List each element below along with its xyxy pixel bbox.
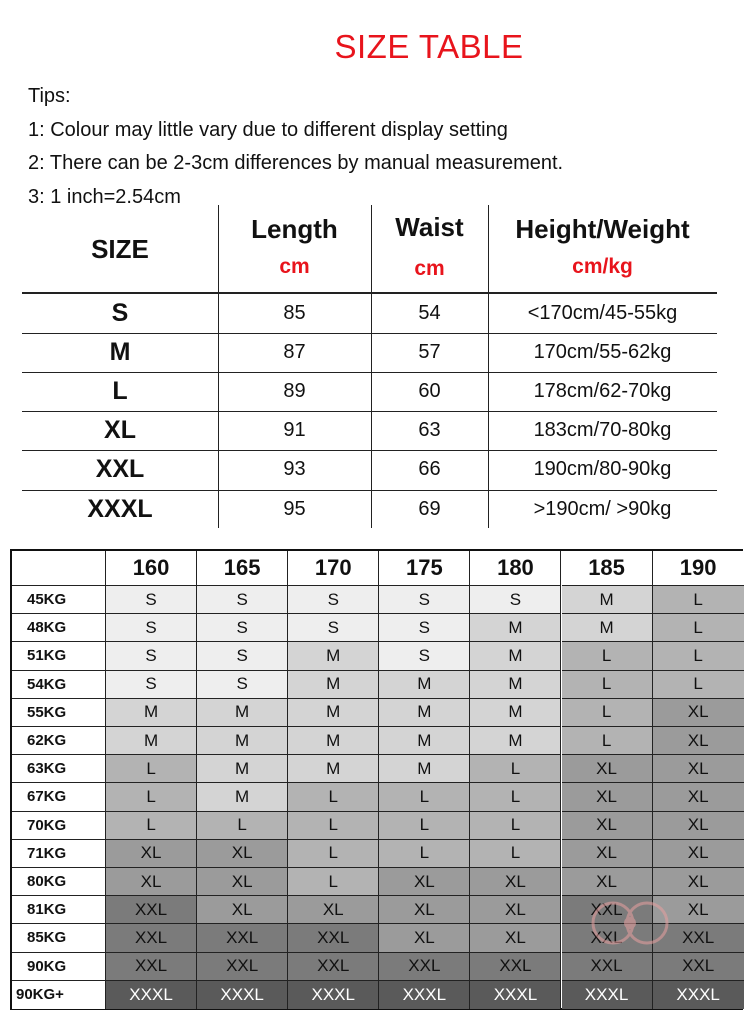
grid-size-cell: M	[470, 614, 561, 642]
grid-size-cell: XXL	[562, 896, 653, 924]
height-weight-value: >190cm/ >90kg	[533, 497, 672, 520]
waist-value: 60	[418, 380, 441, 403]
grid-size-cell: S	[106, 586, 197, 614]
height-column-header: 190	[653, 551, 744, 586]
size-measurement-table	[22, 205, 717, 528]
grid-size-cell: XXL	[653, 924, 744, 952]
grid-size-cell: M	[288, 671, 379, 699]
grid-size-cell: S	[470, 586, 561, 614]
grid-size-cell: S	[197, 642, 288, 670]
tips-heading: Tips:	[28, 85, 71, 107]
grid-size-cell: L	[106, 783, 197, 811]
grid-size-cell: XL	[562, 812, 653, 840]
grid-size-cell: XXL	[653, 953, 744, 981]
grid-size-cell: XXL	[197, 953, 288, 981]
size-recommendation-grid	[10, 549, 743, 1010]
size-label: S	[111, 299, 129, 328]
grid-size-cell: XXL	[288, 924, 379, 952]
header-height-weight-unit: cm/kg	[572, 255, 633, 278]
size-label: XXL	[95, 455, 145, 484]
weight-row-header: 62KG	[12, 727, 106, 755]
grid-size-cell: M	[470, 699, 561, 727]
header-length: Length	[251, 213, 338, 244]
grid-size-cell: M	[288, 727, 379, 755]
height-weight-value: 178cm/62-70kg	[533, 380, 672, 403]
waist-value: 66	[418, 458, 441, 481]
grid-size-cell: XL	[653, 699, 744, 727]
grid-size-cell: XXXL	[197, 981, 288, 1009]
height-column-header: 180	[470, 551, 561, 586]
grid-size-cell: L	[562, 642, 653, 670]
length-value: 89	[283, 380, 306, 403]
grid-size-cell: L	[288, 840, 379, 868]
grid-size-cell: XXL	[106, 953, 197, 981]
grid-size-cell: S	[197, 614, 288, 642]
grid-size-cell: L	[653, 671, 744, 699]
height-weight-value: 190cm/80-90kg	[533, 458, 672, 481]
grid-size-cell: M	[106, 727, 197, 755]
grid-size-cell: M	[197, 783, 288, 811]
grid-size-cell: S	[379, 614, 470, 642]
grid-size-cell: L	[470, 783, 561, 811]
grid-size-cell: XXL	[106, 924, 197, 952]
grid-size-cell: XL	[470, 924, 561, 952]
grid-size-cell: XL	[379, 924, 470, 952]
grid-size-cell: L	[106, 812, 197, 840]
length-value: 93	[283, 458, 306, 481]
grid-size-cell: L	[379, 812, 470, 840]
grid-size-cell: XL	[653, 755, 744, 783]
weight-row-header: 51KG	[12, 642, 106, 670]
header-height-weight: Height/Weight	[515, 213, 690, 244]
grid-size-cell: XL	[197, 840, 288, 868]
size-label: XL	[104, 416, 136, 445]
length-value: 91	[283, 419, 306, 442]
grid-size-cell: M	[379, 755, 470, 783]
grid-size-cell: XXL	[288, 953, 379, 981]
grid-size-cell: XL	[562, 783, 653, 811]
grid-size-cell: M	[470, 727, 561, 755]
grid-size-cell: XL	[106, 840, 197, 868]
weight-row-header: 90KG+	[12, 981, 106, 1009]
grid-size-cell: S	[106, 671, 197, 699]
grid-size-cell: XL	[197, 868, 288, 896]
header-waist-unit: cm	[414, 257, 445, 280]
grid-size-cell: XL	[653, 812, 744, 840]
grid-size-cell: L	[106, 755, 197, 783]
length-value: 95	[283, 497, 306, 520]
grid-size-cell: XL	[653, 727, 744, 755]
height-column-header: 170	[288, 551, 379, 586]
grid-size-cell: XL	[653, 840, 744, 868]
page-title: SIZE TABLE	[334, 28, 524, 65]
grid-size-cell: L	[470, 755, 561, 783]
height-column-header: 185	[562, 551, 653, 586]
grid-size-cell: S	[197, 586, 288, 614]
weight-row-header: 80KG	[12, 868, 106, 896]
weight-row-header: 67KG	[12, 783, 106, 811]
weight-row-header: 45KG	[12, 586, 106, 614]
grid-size-cell: L	[288, 812, 379, 840]
grid-size-cell: XL	[562, 755, 653, 783]
grid-size-cell: L	[288, 868, 379, 896]
grid-size-cell: XXL	[562, 953, 653, 981]
grid-size-cell: XL	[653, 896, 744, 924]
height-weight-value: 183cm/70-80kg	[533, 419, 672, 442]
tips-block	[28, 80, 563, 214]
length-value: 85	[283, 302, 306, 325]
grid-size-cell: XL	[470, 896, 561, 924]
tip-line: 3: 1 inch=2.54cm	[28, 185, 181, 208]
weight-row-header: 55KG	[12, 699, 106, 727]
grid-size-cell: XXL	[562, 924, 653, 952]
weight-row-header: 48KG	[12, 614, 106, 642]
grid-size-cell: XL	[562, 840, 653, 868]
length-value: 87	[283, 341, 306, 364]
grid-size-cell: XL	[653, 868, 744, 896]
grid-size-cell: S	[106, 642, 197, 670]
grid-size-cell: S	[288, 586, 379, 614]
weight-row-header: 85KG	[12, 924, 106, 952]
grid-size-cell: M	[106, 699, 197, 727]
grid-size-cell: L	[653, 614, 744, 642]
grid-size-cell: L	[653, 586, 744, 614]
weight-row-header: 90KG	[12, 953, 106, 981]
grid-size-cell: S	[379, 586, 470, 614]
grid-size-cell: L	[470, 812, 561, 840]
grid-size-cell: L	[379, 840, 470, 868]
grid-size-cell: XL	[197, 896, 288, 924]
height-column-header: 160	[106, 551, 197, 586]
header-length-unit: cm	[279, 255, 310, 278]
grid-size-cell: L	[197, 812, 288, 840]
grid-size-cell: XXXL	[562, 981, 653, 1009]
tip-line: 2: There can be 2-3cm differences by manual measurement.	[28, 152, 564, 174]
weight-row-header: 54KG	[12, 671, 106, 699]
waist-value: 54	[418, 302, 441, 325]
grid-size-cell: XXL	[106, 896, 197, 924]
grid-size-cell: XXL	[470, 953, 561, 981]
grid-size-cell: L	[470, 840, 561, 868]
height-column-header: 175	[379, 551, 470, 586]
grid-size-cell: XL	[562, 868, 653, 896]
grid-size-cell: M	[470, 671, 561, 699]
waist-value: 57	[418, 341, 441, 364]
grid-size-cell: XL	[379, 868, 470, 896]
grid-size-cell: L	[288, 783, 379, 811]
weight-row-header: 81KG	[12, 896, 106, 924]
header-size: SIZE	[91, 233, 149, 264]
grid-size-cell: L	[562, 727, 653, 755]
grid-size-cell: M	[288, 755, 379, 783]
grid-size-cell: L	[653, 642, 744, 670]
grid-size-cell: M	[197, 755, 288, 783]
grid-size-cell: M	[562, 586, 653, 614]
grid-size-cell: M	[379, 699, 470, 727]
grid-size-cell: L	[562, 671, 653, 699]
grid-size-cell: S	[379, 642, 470, 670]
grid-size-cell: S	[197, 671, 288, 699]
waist-value: 63	[418, 419, 441, 442]
grid-size-cell: M	[562, 614, 653, 642]
grid-size-cell: M	[379, 727, 470, 755]
grid-size-cell: XL	[106, 868, 197, 896]
weight-row-header: 71KG	[12, 840, 106, 868]
height-weight-value: <170cm/45-55kg	[527, 302, 678, 325]
grid-size-cell: S	[288, 614, 379, 642]
grid-size-cell: XL	[379, 896, 470, 924]
grid-size-cell: L	[562, 699, 653, 727]
grid-size-cell: XXXL	[470, 981, 561, 1009]
grid-size-cell: XL	[653, 783, 744, 811]
size-label: L	[112, 377, 128, 406]
grid-size-cell: XXXL	[653, 981, 744, 1009]
height-weight-value: 170cm/55-62kg	[533, 341, 672, 364]
grid-size-cell: XXL	[379, 953, 470, 981]
grid-size-cell: XXXL	[106, 981, 197, 1009]
waist-value: 69	[418, 497, 441, 520]
weight-row-header: 63KG	[12, 755, 106, 783]
grid-size-cell: M	[197, 727, 288, 755]
grid-size-cell: M	[379, 671, 470, 699]
grid-size-cell: XXXL	[288, 981, 379, 1009]
grid-size-cell: M	[288, 642, 379, 670]
grid-size-cell: M	[470, 642, 561, 670]
grid-corner	[12, 551, 106, 586]
grid-size-cell: XL	[470, 868, 561, 896]
grid-size-cell: XXL	[197, 924, 288, 952]
tip-line: 1: Colour may little vary due to different display setting	[28, 118, 508, 141]
weight-row-header: 70KG	[12, 812, 106, 840]
grid-size-cell: M	[197, 699, 288, 727]
grid-size-cell: XXXL	[379, 981, 470, 1009]
size-label: XXXL	[87, 494, 153, 523]
grid-size-cell: L	[379, 783, 470, 811]
grid-size-cell: S	[106, 614, 197, 642]
grid-size-cell: XL	[288, 896, 379, 924]
height-column-header: 165	[197, 551, 288, 586]
size-label: M	[109, 338, 131, 367]
grid-size-cell: M	[288, 699, 379, 727]
header-waist: Waist	[395, 211, 464, 242]
